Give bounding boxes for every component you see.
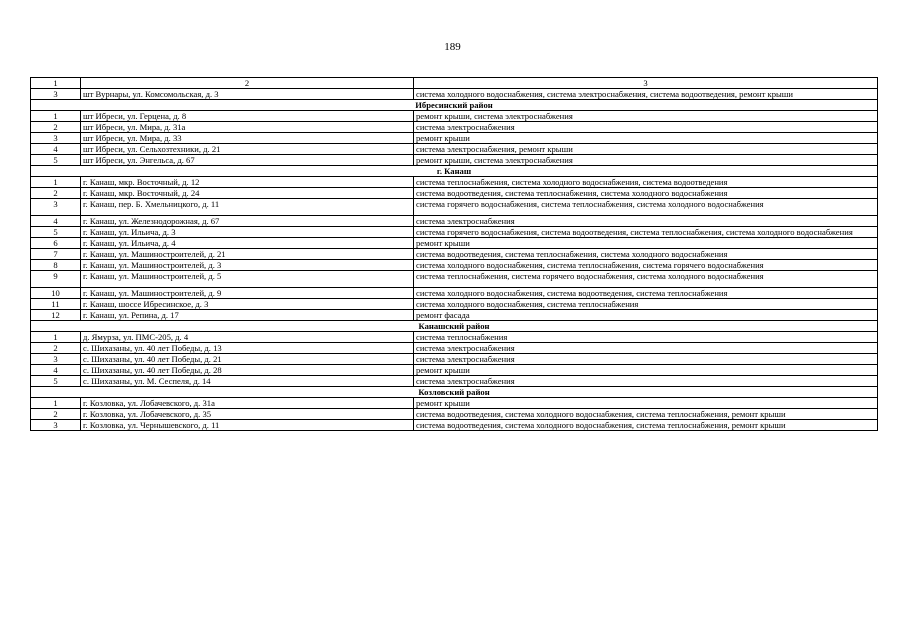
- row-works: ремонт фасада: [414, 310, 878, 321]
- table-row: [31, 365, 878, 376]
- row-number: 12: [31, 310, 81, 321]
- row-works: система электроснабжения: [414, 354, 878, 365]
- row-address: г. Канаш, ул. Железнодорожная, д. 67: [81, 216, 414, 227]
- row-number: 1: [31, 398, 81, 409]
- row-number: 8: [31, 260, 81, 271]
- row-address: шт Ибреси, ул. Сельхозтехники, д. 21: [81, 144, 414, 155]
- column-number-2: 2: [81, 78, 414, 89]
- table-row: [31, 260, 878, 271]
- row-number: 5: [31, 376, 81, 387]
- table-row: [31, 177, 878, 188]
- row-number: 6: [31, 238, 81, 249]
- column-number-1: 1: [31, 78, 81, 89]
- row-number: 5: [31, 155, 81, 166]
- row-address: шт Ибреси, ул. Энгельса, д. 67: [81, 155, 414, 166]
- row-works: система электроснабжения: [414, 343, 878, 354]
- table-row: [31, 310, 878, 321]
- table-row: [31, 155, 878, 166]
- row-works: система горячего водоснабжения, система водоотведения, система теплоснабжения, система холодного водоснабжения: [414, 227, 878, 238]
- row-address: шт Ибреси, ул. Мира, д. 33: [81, 133, 414, 144]
- row-number: 3: [31, 199, 81, 216]
- table-row: [31, 398, 878, 409]
- section-title: Козловский район: [31, 387, 878, 398]
- row-number: 11: [31, 299, 81, 310]
- table-row: [31, 216, 878, 227]
- row-number: 7: [31, 249, 81, 260]
- row-works: система холодного водоснабжения, система электроснабжения, система водоотведения, ремонт крыши: [414, 89, 878, 100]
- table-row: [31, 249, 878, 260]
- row-address: д. Ямурза, ул. ПМС-205, д. 4: [81, 332, 414, 343]
- row-works: система электроснабжения: [414, 376, 878, 387]
- row-number: 2: [31, 188, 81, 199]
- row-number: 3: [31, 354, 81, 365]
- table-row: [31, 354, 878, 365]
- row-works: система холодного водоснабжения, система теплоснабжения, система горячего водоснабжения: [414, 260, 878, 271]
- row-works: система водоотведения, система холодного водоснабжения, система теплоснабжения, ремонт крыши: [414, 409, 878, 420]
- table-row: [31, 376, 878, 387]
- row-works: ремонт крыши: [414, 133, 878, 144]
- row-number: 3: [31, 420, 81, 431]
- row-address: г. Канаш, ул. Машиностроителей, д. 9: [81, 288, 414, 299]
- table-row: [31, 332, 878, 343]
- row-works: ремонт крыши: [414, 398, 878, 409]
- works-table: [30, 77, 878, 431]
- row-number: 9: [31, 271, 81, 288]
- table-row: [31, 144, 878, 155]
- row-number: 2: [31, 122, 81, 133]
- row-works: система теплоснабжения, система холодного водоснабжения, система водоотведения: [414, 177, 878, 188]
- row-number: 5: [31, 227, 81, 238]
- row-address: г. Канаш, ул. Репина, д. 17: [81, 310, 414, 321]
- table-row: [31, 271, 878, 288]
- row-works: ремонт крыши: [414, 365, 878, 376]
- row-number: 1: [31, 111, 81, 122]
- section-header-row: [31, 100, 878, 111]
- page-number: 189: [444, 41, 461, 53]
- section-title: Канашский район: [31, 321, 878, 332]
- row-address: г. Канаш, ул. Машиностроителей, д. 21: [81, 249, 414, 260]
- row-works: система электроснабжения, ремонт крыши: [414, 144, 878, 155]
- row-address: г. Козловка, ул. Лобачевского, д. 35: [81, 409, 414, 420]
- table-row: [31, 188, 878, 199]
- row-number: 4: [31, 365, 81, 376]
- row-works: система водоотведения, система теплоснабжения, система холодного водоснабжения: [414, 249, 878, 260]
- row-works: система горячего водоснабжения, система теплоснабжения, система холодного водоснабжения: [414, 199, 878, 216]
- row-works: ремонт крыши, система электроснабжения: [414, 111, 878, 122]
- row-works: система холодного водоснабжения, система водоотведения, система теплоснабжения: [414, 288, 878, 299]
- row-number: 2: [31, 409, 81, 420]
- table-row: [31, 89, 878, 100]
- row-address: г. Козловка, ул. Лобачевского, д. 31а: [81, 398, 414, 409]
- section-header-row: [31, 166, 878, 177]
- row-number: 2: [31, 343, 81, 354]
- row-works: система электроснабжения: [414, 122, 878, 133]
- row-number: 1: [31, 177, 81, 188]
- section-header-row: [31, 387, 878, 398]
- table-row: [31, 122, 878, 133]
- table-row: [31, 409, 878, 420]
- row-number: 10: [31, 288, 81, 299]
- row-works: система водоотведения, система теплоснабжения, система холодного водоснабжения: [414, 188, 878, 199]
- row-address: с. Шихазаны, ул. М. Сеспеля, д. 14: [81, 376, 414, 387]
- table-row: [31, 199, 878, 216]
- row-works: система теплоснабжения: [414, 332, 878, 343]
- row-address: с. Шихазаны, ул. 40 лет Победы, д. 21: [81, 354, 414, 365]
- row-address: г. Канаш, мкр. Восточный, д. 24: [81, 188, 414, 199]
- table-row: [31, 343, 878, 354]
- column-number-row: [31, 78, 878, 89]
- column-number-3: 3: [414, 78, 878, 89]
- row-address: г. Канаш, ул. Ильича, д. 4: [81, 238, 414, 249]
- table-row: [31, 299, 878, 310]
- row-address: шт Ибреси, ул. Герцена, д. 8: [81, 111, 414, 122]
- row-works: система теплоснабжения, система горячего водоснабжения, система холодного водоснабжения: [414, 271, 878, 288]
- row-works: система электроснабжения: [414, 216, 878, 227]
- row-number: 4: [31, 144, 81, 155]
- row-address: г. Канаш, шоссе Ибресинское, д. 3: [81, 299, 414, 310]
- row-address: с. Шихазаны, ул. 40 лет Победы, д. 28: [81, 365, 414, 376]
- row-address: г. Канаш, ул. Ильича, д. 3: [81, 227, 414, 238]
- row-address: шт Вурнары, ул. Комсомольская, д. 3: [81, 89, 414, 100]
- row-number: 3: [31, 89, 81, 100]
- row-number: 1: [31, 332, 81, 343]
- row-address: г. Козловка, ул. Чернышевского, д. 11: [81, 420, 414, 431]
- row-works: система водоотведения, система холодного водоснабжения, система теплоснабжения, ремонт крыши: [414, 420, 878, 431]
- table-row: [31, 227, 878, 238]
- row-address: г. Канаш, ул. Машиностроителей, д. 3: [81, 260, 414, 271]
- row-works: ремонт крыши, система электроснабжения: [414, 155, 878, 166]
- row-address: шт Ибреси, ул. Мира, д. 31а: [81, 122, 414, 133]
- table-row: [31, 111, 878, 122]
- table-row: [31, 133, 878, 144]
- table-body: [31, 78, 878, 431]
- row-address: с. Шихазаны, ул. 40 лет Победы, д. 13: [81, 343, 414, 354]
- section-header-row: [31, 321, 878, 332]
- row-number: 3: [31, 133, 81, 144]
- table-row: [31, 420, 878, 431]
- section-title: г. Канаш: [31, 166, 878, 177]
- row-address: г. Канаш, мкр. Восточный, д. 12: [81, 177, 414, 188]
- table-row: [31, 238, 878, 249]
- row-works: система холодного водоснабжения, система теплоснабжения: [414, 299, 878, 310]
- row-number: 4: [31, 216, 81, 227]
- table-row: [31, 288, 878, 299]
- row-address: г. Канаш, ул. Машиностроителей, д. 5: [81, 271, 414, 288]
- row-address: г. Канаш, пер. Б. Хмельницкого, д. 11: [81, 199, 414, 216]
- section-title: Ибресинский район: [31, 100, 878, 111]
- row-works: ремонт крыши: [414, 238, 878, 249]
